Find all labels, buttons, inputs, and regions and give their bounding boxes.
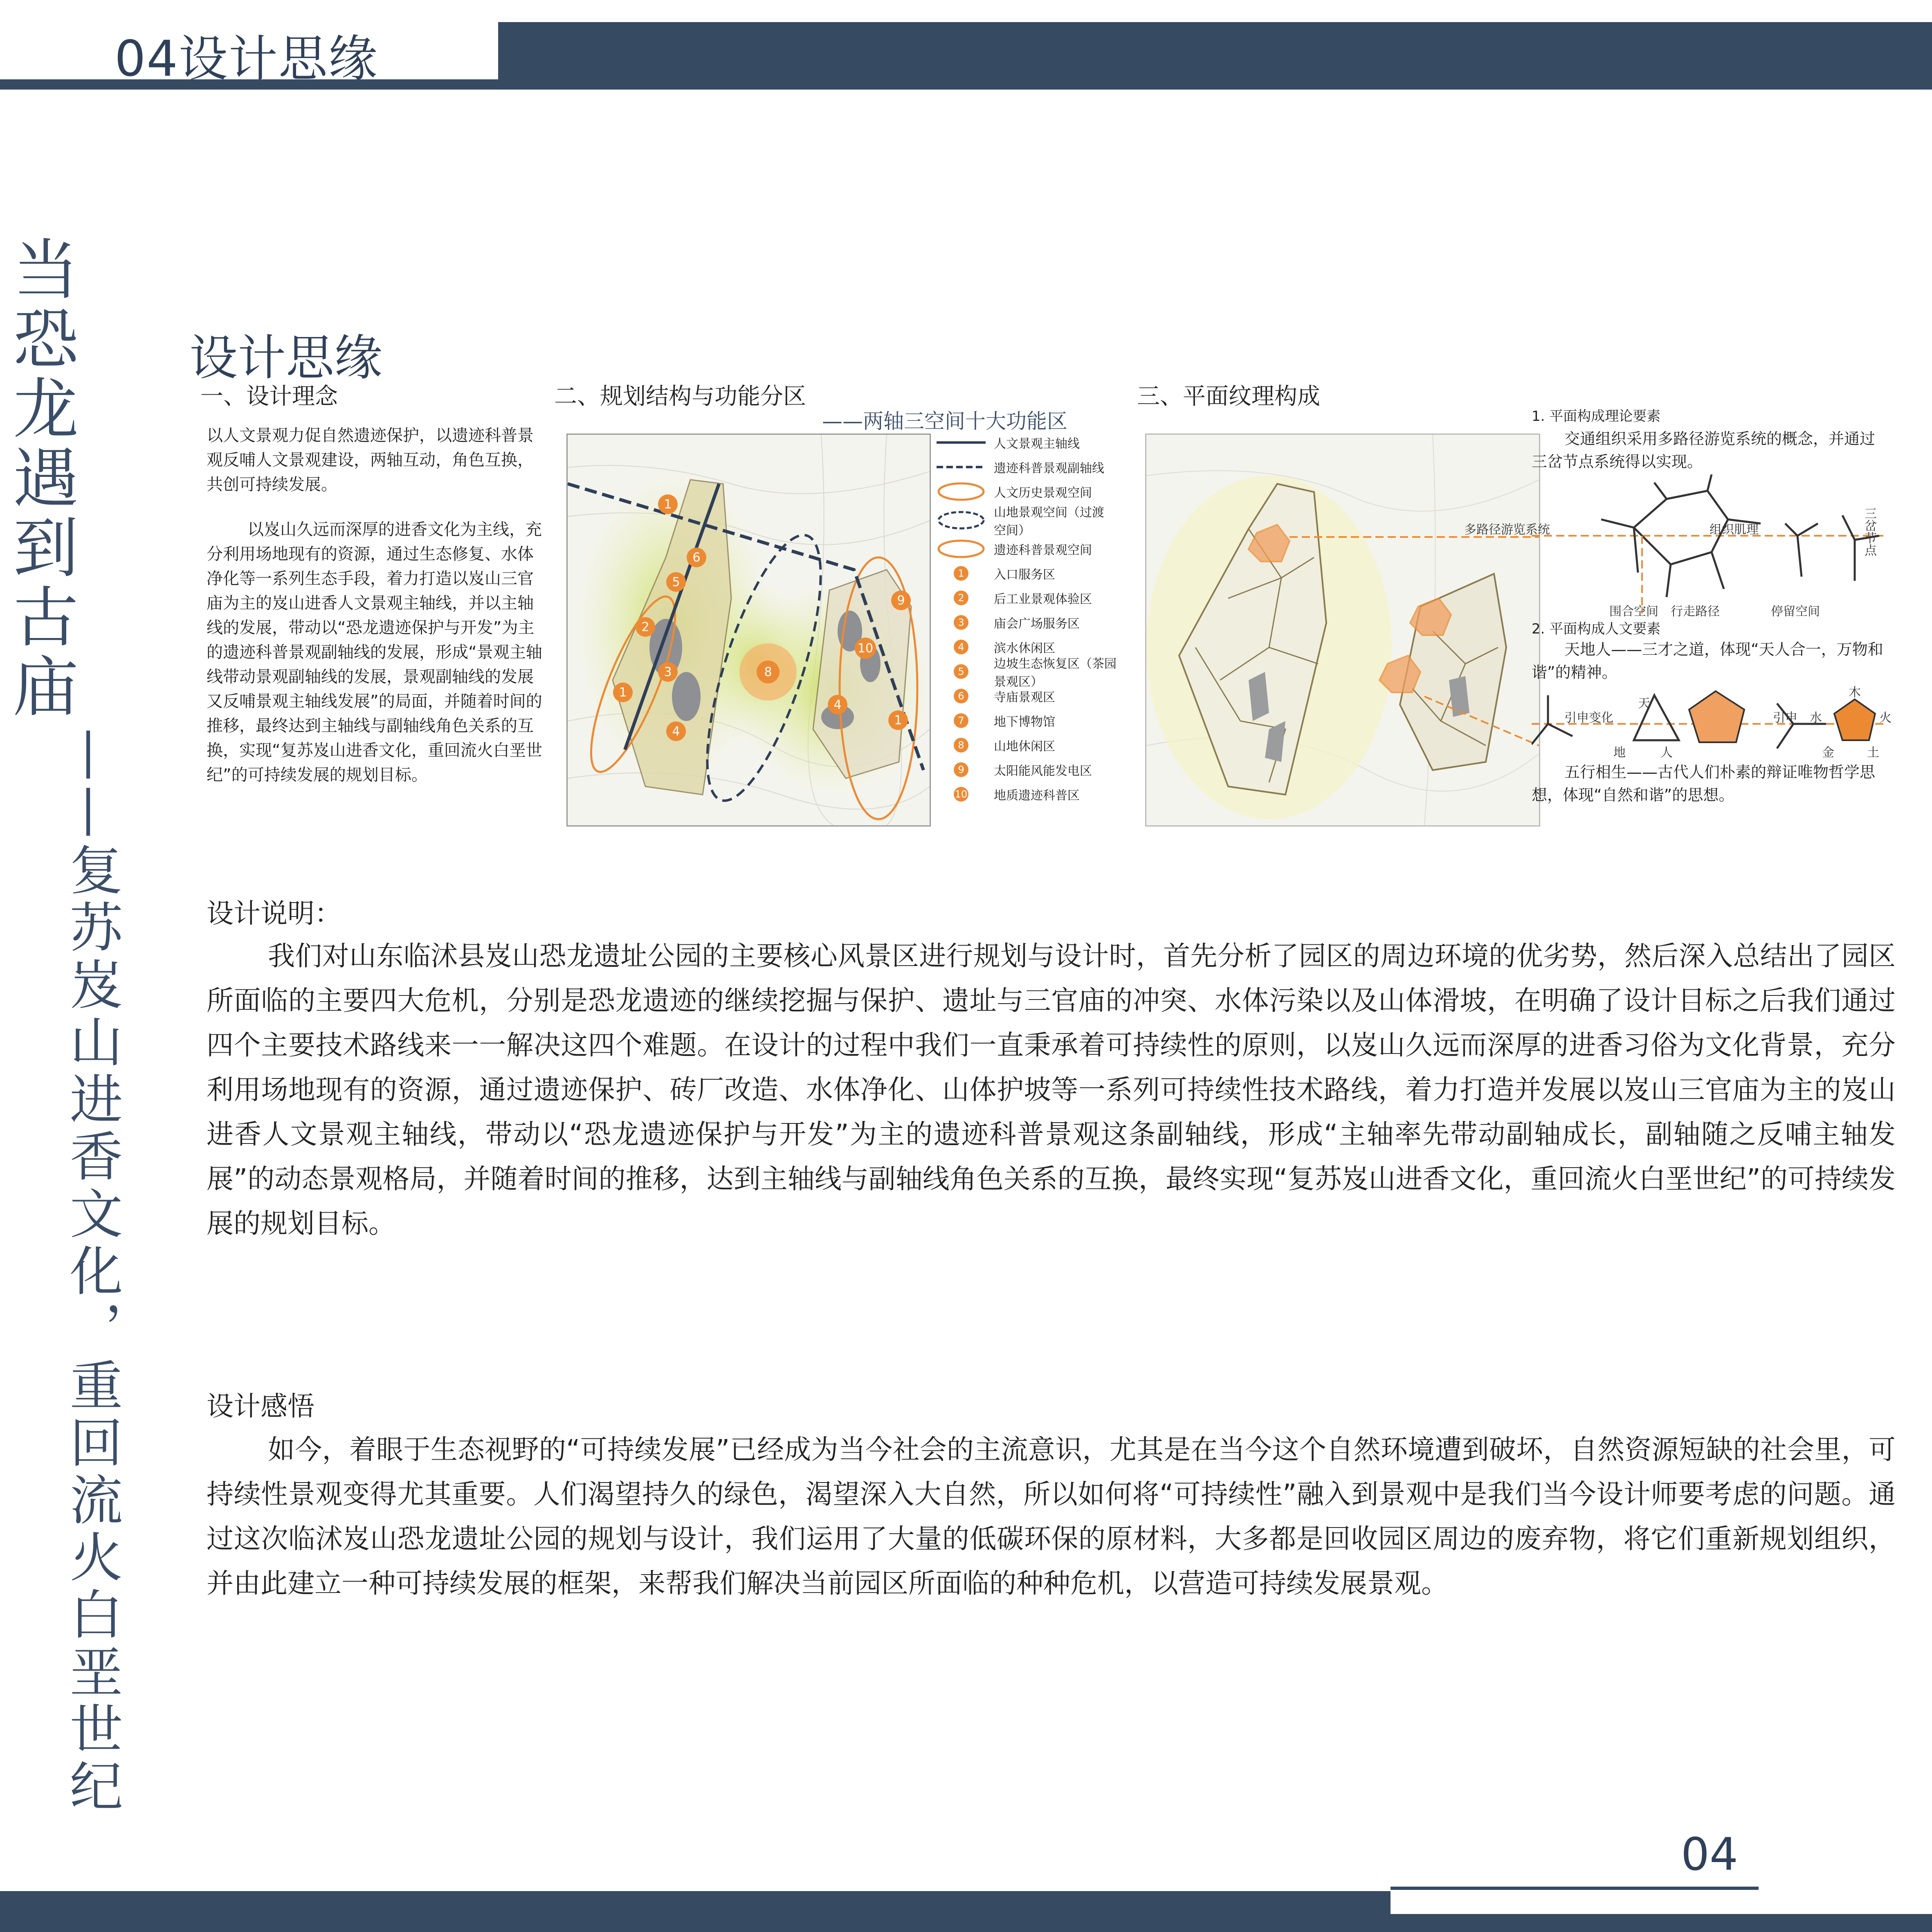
legend-label: 山地景观空间（过渡空间）	[994, 505, 1104, 538]
reflection-title: 设计感悟	[207, 1391, 315, 1422]
orange-ellipse-icon	[937, 539, 986, 559]
zone-number: 4	[954, 640, 968, 654]
zone-label: 太阳能风能发电区	[994, 764, 1092, 778]
zone-number: 8	[954, 738, 968, 753]
zone-label: 地质遗迹科普区	[994, 789, 1080, 803]
legend-label: 人文景观主轴线	[994, 437, 1080, 451]
page-number: 04	[1681, 1828, 1738, 1880]
legend-main-axis	[937, 430, 1125, 455]
label-enclosed: 围合空间	[1609, 604, 1658, 619]
reflection-text: 如今，着眼于生态视野的“可持续发展”已经成为当今社会的主流意识，尤其是在当今这个自然环境遭到破坏，自然资源短缺的社会里，可持续性景观变得尤其重要。人们渴望持久的绿色，渴望深入大自然，所以如何将“可持续性”融入到景观中是我们当今设计师要考虑的问题。通过这次临沭岌山恐龙遗址公园的规划与设计，我们运用了大量的低碳环保的原材料，大多都是回收园区周边的废弃物，将它们重新规划组织，并由此建立一种可持续发展的框架，来帮我们解决当前园区所面临的种种危机，以营造可持续发展景观。	[207, 1434, 1896, 1599]
zone-list	[937, 561, 1125, 806]
legend-zone	[937, 684, 1125, 708]
human-text: 天地人——三才之道，体现“天人合一，万物和谐”的精神。	[1532, 640, 1883, 681]
texture-map-drawing	[1146, 435, 1539, 825]
planning-subheading: ——两轴三空间十大功能区	[822, 409, 1067, 433]
label-stay: 停留空间	[1771, 604, 1820, 619]
label-human: 人	[1660, 746, 1673, 760]
footer-line	[1391, 1887, 1759, 1890]
label-texture: 组织肌理	[1710, 523, 1759, 537]
theory-title: 1. 平面构成理论要素	[1532, 408, 1661, 425]
legend-label: 遗迹科普景观副轴线	[994, 461, 1104, 476]
zone-number: 9	[954, 762, 968, 777]
svg-text:4: 4	[833, 698, 842, 712]
description-body	[207, 934, 1896, 1246]
label-derive: 引申	[1773, 711, 1797, 725]
zone-number-icon	[937, 689, 986, 703]
label-metal: 金	[1822, 746, 1834, 760]
description-text: 我们对山东临沭县岌山恐龙遗址公园的主要核心风景区进行规划与设计时，首先分析了园区的周边环境的优劣势，然后深入总结出了园区所面临的主要四大危机，分别是恐龙遗迹的继续挖掘与保护、遗址与三官庙的冲突、水体污染以及山体滑坡，在明确了设计目标之后我们通过四个主要技术路线来一一解决这四个难题。在设计的过程中我们一直秉承着可持续性的原则，以岌山久远而深厚的进香习俗为文化背景，充分利用场地现有的资源，通过遗迹保护、砖厂改造、水体净化、山体护坡等一系列可持续性技术路线，着力打造并发展以岌山三官庙为主的岌山进香人文景观主轴线，带动以“恐龙遗迹保护与开发”为主的遗迹科普景观这条副轴线，形成“主轴率先带动副轴成长，副轴随之反哺主轴发展”的动态景观格局，并随着时间的推移，达到主轴线与副轴线角色关系的互换，最终实现“复苏岌山进香文化，重回流火白垩世纪”的可持续发展的规划目标。	[207, 940, 1896, 1239]
legend-zone	[937, 610, 1125, 635]
reflection-body	[207, 1427, 1896, 1606]
legend-cultural-space	[937, 479, 1125, 504]
zone-number-icon	[937, 762, 986, 777]
label-derive-change: 引申变化	[1564, 711, 1613, 725]
legend-relic-space	[937, 537, 1125, 561]
dashed-ellipse-icon	[937, 510, 986, 530]
label-earth: 地	[1613, 746, 1626, 760]
label-wood: 木	[1849, 685, 1861, 700]
planning-map	[566, 434, 931, 827]
legend-zone	[937, 586, 1125, 610]
zone-number-icon	[937, 664, 986, 679]
zone-number: 1	[954, 566, 968, 581]
zone-label: 边坡生态恢复区（茶园景观区）	[994, 657, 1117, 689]
label-tri-node: 三岔节点	[1862, 507, 1876, 556]
label-walking: 行走路径	[1671, 604, 1720, 619]
legend-zone	[937, 757, 1125, 782]
concept-heading: 一、设计理念	[200, 383, 338, 410]
legend-zone	[937, 782, 1125, 806]
texture-heading: 三、平面纹理构成	[1137, 383, 1320, 410]
svg-text:1: 1	[619, 685, 627, 700]
header-title: 04设计思缘	[115, 31, 378, 88]
footer-bar	[0, 1891, 1391, 1932]
legend-zone	[937, 733, 1125, 757]
header-bar	[498, 22, 1932, 90]
zone-number-icon	[937, 591, 986, 605]
svg-text:10: 10	[857, 641, 874, 656]
legend-mountain-space	[937, 504, 1125, 537]
solid-line-icon	[937, 440, 986, 445]
theory-text: 交通组织采用多路径游览系统的概念，并通过三岔节点系统得以实现。	[1532, 430, 1876, 471]
vertical-subtitle: ——复苏岌山进香文化，重回流火白垩世纪	[61, 728, 123, 1816]
svg-text:4: 4	[672, 724, 680, 739]
label-multipath: 多路径游览系统	[1464, 523, 1550, 537]
legend-label: 遗迹科普景观空间	[994, 543, 1092, 557]
svg-text:2: 2	[641, 620, 649, 634]
description-title: 设计说明：	[207, 898, 341, 929]
svg-text:5: 5	[672, 575, 680, 589]
zone-label: 入口服务区	[994, 568, 1055, 582]
zone-number-icon	[937, 738, 986, 753]
legend-sub-axis	[937, 455, 1125, 479]
planning-map-drawing	[568, 435, 930, 825]
label-soil: 土	[1867, 746, 1879, 760]
svg-text:1: 1	[894, 713, 902, 728]
concept-intro: 以人文景观力促自然遗迹保护，以遗迹科普景观反哺人文景观建设，两轴互动，角色互换，共创可持续发展。	[207, 426, 534, 494]
orange-ellipse-icon	[937, 481, 986, 502]
dashed-line-icon	[937, 465, 986, 469]
vertical-main-title: 当恐龙遇到古庙	[2, 235, 79, 722]
svg-text:1: 1	[664, 497, 672, 512]
zone-number-icon	[937, 640, 986, 654]
human-title: 2. 平面构成人文要素	[1532, 621, 1661, 637]
planning-heading: 二、规划结构与功能分区	[554, 383, 806, 410]
zone-label: 地下博物馆	[994, 715, 1055, 729]
section-title: 设计思缘	[189, 330, 383, 386]
footer-bar-right	[1391, 1914, 1932, 1932]
texture-map	[1145, 434, 1540, 827]
theory-diagram-drawing	[1532, 474, 1887, 622]
svg-text:8: 8	[764, 665, 772, 679]
zone-number-icon	[937, 787, 986, 802]
human-text-2: 五行相生——古代人们朴素的辩证唯物哲学思想，体现“自然和谐”的思想。	[1532, 763, 1876, 804]
label-water: 水	[1810, 711, 1822, 725]
zone-number-icon	[937, 615, 986, 630]
concept-body: 以岌山久远而深厚的进香文化为主线，充分利用场地现有的资源，通过生态修复、水体净化等一系列生态手段，着力打造以岌山三官庙为主的岌山进香人文景观主轴线，并以主轴线的发展，带动以“恐龙遗迹保护与开发”为主的遗迹科普景观副轴线的发展，形成“景观主轴线带动景观副轴线的发展，景观副轴线的发展又反哺景观主轴线发展”的局面，并随着时间的推移，最终达到主轴线与副轴线角色关系的互换，实现“复苏岌山进香文化，重回流火白垩世纪”的可持续发展的规划目标。	[207, 520, 542, 784]
zone-number-icon	[937, 566, 986, 581]
legend-label: 人文历史景观空间	[994, 486, 1092, 500]
label-heaven: 天	[1638, 696, 1650, 711]
zone-label: 庙会广场服务区	[994, 617, 1080, 631]
theory-diagram	[1532, 474, 1887, 622]
zone-number: 6	[954, 689, 968, 703]
label-fire: 火	[1879, 711, 1892, 725]
zone-label: 滨水休闲区	[994, 641, 1055, 656]
zone-label: 寺庙景观区	[994, 690, 1055, 705]
zone-number: 10	[954, 787, 968, 802]
zone-label: 山地休闲区	[994, 739, 1055, 754]
svg-text:3: 3	[664, 665, 672, 679]
legend-zone	[937, 561, 1125, 586]
zone-number: 5	[954, 664, 968, 679]
zone-label: 后工业景观体验区	[994, 592, 1092, 607]
svg-text:6: 6	[692, 550, 701, 565]
zone-number: 7	[954, 713, 968, 728]
zone-number-icon	[937, 713, 986, 728]
zone-number: 3	[954, 615, 968, 630]
zone-number: 2	[954, 591, 968, 605]
planning-legend	[937, 430, 1125, 806]
svg-text:9: 9	[897, 593, 905, 608]
legend-zone	[937, 708, 1125, 733]
legend-zone	[937, 657, 1125, 689]
